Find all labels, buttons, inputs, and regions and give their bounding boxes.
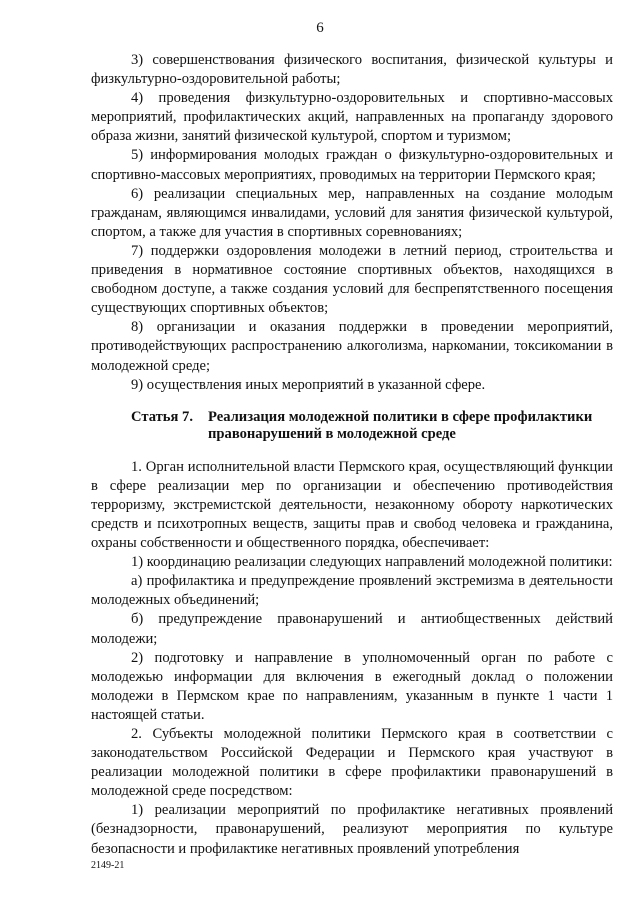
paragraph: 8) организации и оказания поддержки в проведении мероприятий, противодействующих распространению алкоголизма, наркомании, токсикомании в молодежной среде; — [91, 319, 613, 374]
paragraph: 3) совершенствования физического воспитания, физической культуры и физкультурно-оздоровительной работы; — [91, 52, 613, 88]
document-body — [91, 51, 613, 859]
paragraph: 2) подготовку и направление в уполномоченный орган по работе с молодежью информации для включения в ежегодный доклад о положении молодежи в Пермском крае по направлениям, указанным в пункте 1 части 1 настоящей статьи. — [91, 649, 613, 723]
paragraph: 4) проведения физкультурно-оздоровительных и спортивно-массовых мероприятий, профилактических акций, направленных на пропаганду здорового образа жизни, занятий физической культурой, спортом и туризмом; — [91, 90, 613, 145]
page-number: 6 — [316, 20, 324, 36]
paragraph: 1. Орган исполнительной власти Пермского края, осуществляющий функции в сфере реализации мер по организации и обеспечению противодействия терроризму, экстремистской деятельности, незаконному обороту наркотических средств и психотропных веществ, защиты прав и свобод человека и гражданина, охраны собственности и общественного порядка, обеспечивает: — [91, 458, 613, 552]
paragraph: 1) координацию реализации следующих направлений молодежной политики: — [131, 554, 613, 571]
paragraph: 2. Субъекты молодежной политики Пермского края в соответствии с законодательством Российской Федерации и Пермского края участвуют в реализации молодежной политики в сфере профилактики правонарушений в молодежной среде посредством: — [91, 726, 613, 800]
article-number: Статья 7. — [131, 408, 193, 425]
article-heading — [91, 409, 613, 443]
paragraph: 7) поддержки оздоровления молодежи в летний период, строительства и приведения в нормативное состояние спортивных объектов, находящихся в свободном доступе, а также создания условий для беспрепятственного посещения существующих спортивных объектов; — [91, 242, 613, 317]
paragraph: 9) осуществления иных мероприятий в указанной сфере. — [131, 376, 486, 393]
document-code: 2149-21 — [91, 860, 125, 871]
paragraph: 5) информирования молодых граждан о физкультурно-оздоровительных и спортивно-массовых мероприятиях, проводимых на территории Пермского края; — [91, 147, 613, 183]
article-title: Реализация молодежной политики в сфере профилактики правонарушений в молодежной среде — [208, 408, 593, 442]
paragraph: б) предупреждение правонарушений и антиобщественных действий молодежи; — [91, 611, 613, 647]
paragraph: 1) реализации мероприятий по профилактике негативных проявлений (безнадзорности, правонарушений, реализуют мероприятия по культуре безопасности и профилактике негативных проявлений употребления — [91, 802, 613, 857]
paragraph: 6) реализации специальных мер, направленных на создание молодым гражданам, являющимся инвалидами, условий для занятия физической культурой, спортом, а также для участия в спортивных соревнованиях; — [91, 185, 613, 240]
paragraph: а) профилактика и предупреждение проявлений экстремизма в деятельности молодежных объединений; — [91, 573, 613, 609]
